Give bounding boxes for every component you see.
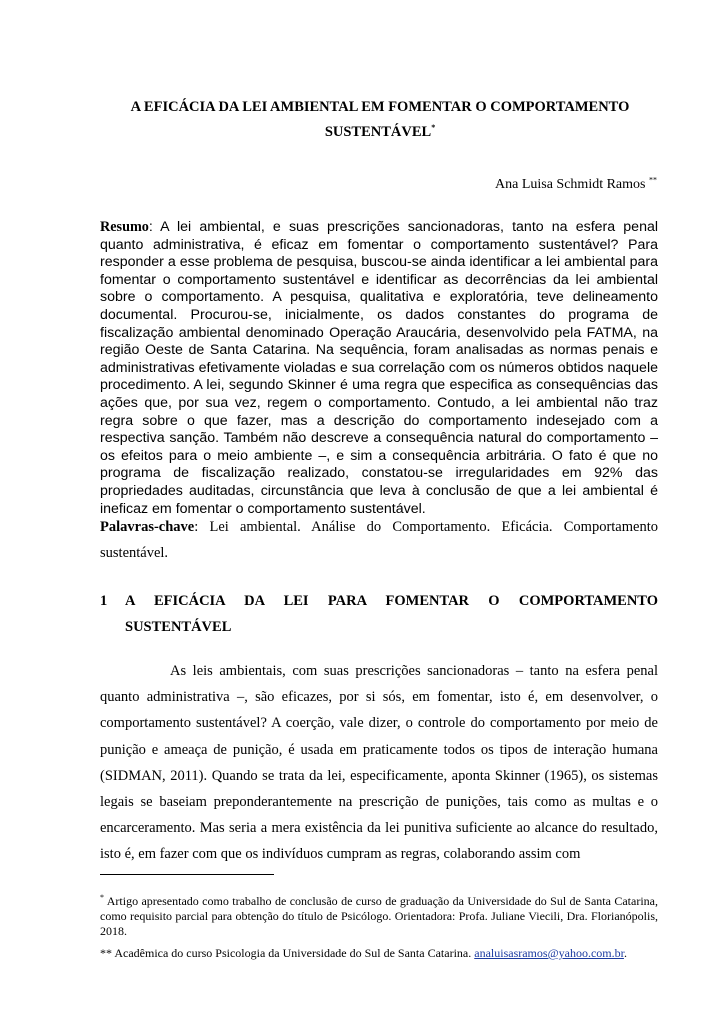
section-number: 1 bbox=[100, 593, 108, 609]
paper-title-line2: SUSTENTÁVEL* bbox=[324, 123, 436, 140]
paper-title bbox=[100, 95, 660, 145]
author-line bbox=[495, 176, 657, 194]
footnote-1 bbox=[100, 894, 658, 939]
abstract-label: Resumo bbox=[100, 219, 149, 235]
footnote-2 bbox=[100, 946, 658, 961]
keywords-text: : Lei ambiental. Análise do Comportamento. Eficácia. Comportamento sustentável. bbox=[100, 519, 658, 561]
abstract-paragraph bbox=[100, 219, 658, 518]
keywords-label: Palavras-chave bbox=[100, 519, 195, 535]
footnote-separator bbox=[100, 874, 274, 875]
footnote-1-text: Artigo apresentado como trabalho de conclusão de curso de graduação da Universidade do Sul de Santa Catarina, como requisito parcial para obtenção do título de Psicólogo. Orientadora: Profa. Juliane Viecili, Dra. Florianópolis, 2018. bbox=[100, 894, 658, 938]
footnote-2-marker: ** bbox=[100, 946, 112, 960]
section-title-line2: SUSTENTÁVEL bbox=[125, 619, 232, 635]
section-title-line1: A EFICÁCIA DA LEI PARA FOMENTAR O COMPORTAMENTO bbox=[125, 593, 658, 609]
footnote-1-marker: * bbox=[100, 893, 104, 902]
author-email-link[interactable]: analuisasramos@yahoo.com.br bbox=[474, 946, 624, 960]
section-heading bbox=[100, 588, 658, 640]
body-paragraph bbox=[100, 658, 658, 868]
author-footnote-marker: ** bbox=[649, 175, 657, 185]
footnote-2-end: . bbox=[623, 946, 627, 960]
title-footnote-marker: * bbox=[431, 123, 436, 133]
abstract-text: : A lei ambiental, e suas prescrições sancionadoras, tanto na esfera penal quanto administrativa, é eficaz em fomentar o comportamento sustentável? Para responder a esse problema de pesquisa, buscou-se ainda identificar a lei ambiental para fomentar o comportamento sustentável e identificar as decorrências da lei ambiental sobre o comportamento. A pesquisa, qualitativa e exploratória, teve delineamento documental. Procurou-se, inicialmente, os dados constantes do programa de fiscalização ambiental denominado Operação Araucária, desenvolvido pela FATMA, na região Oeste de Santa Catarina. Na sequência, foram analisadas as normas penais e administrativas efetivamente violadas e sua correlação com os números obtidos naquele procedimento. A lei, segundo Skinner é uma regra que especifica as consequências das ações que, por sua vez, regem o comportamento. Contudo, a lei ambiental não traz regra sobre o que fazer, mas a descrição do comportamento indesejado com a respectiva sanção. Também não descreve a consequência natural do comportamento – os efeitos para o meio ambiente –, e sim a consequência arbitrária. O fato é que no programa de fiscalização realizado, constatou-se irregularidades em 92% das propriedades auditadas, circunstância que leva à conclusão de que a lei ambiental é ineficaz em fomentar o comportamento sustentável. bbox=[100, 219, 658, 517]
footnote-2-text: Acadêmica do curso Psicologia da Universidade do Sul de Santa Catarina. bbox=[112, 946, 475, 960]
author-name: Ana Luisa Schmidt Ramos bbox=[495, 177, 646, 192]
body-paragraph-text: As leis ambientais, com suas prescrições sancionadoras – tanto na esfera penal quanto administrativa –, são eficazes, por si sós, em fomentar, isto é, em desenvolver, o comportamento sustentável? A coerção, vale dizer, o controle do comportamento por meio de punição e ameaça de punição, é usada em praticamente todos os tipos de interação humana (SIDMAN, 2011). Quando se trata da lei, especificamente, aponta Skinner (1965), os sistemas legais se baseiam preponderantemente na prescrição de punições, tais como as multas e o encarceramento. Mas seria a mera existência da lei punitiva suficiente ao alcance do resultado, isto é, em fazer com que os indivíduos cumpram as regras, colaborando assim com bbox=[100, 663, 658, 863]
paper-title-line1: A EFICÁCIA DA LEI AMBIENTAL EM FOMENTAR O COMPORTAMENTO bbox=[130, 99, 630, 115]
keywords-paragraph bbox=[100, 514, 658, 566]
